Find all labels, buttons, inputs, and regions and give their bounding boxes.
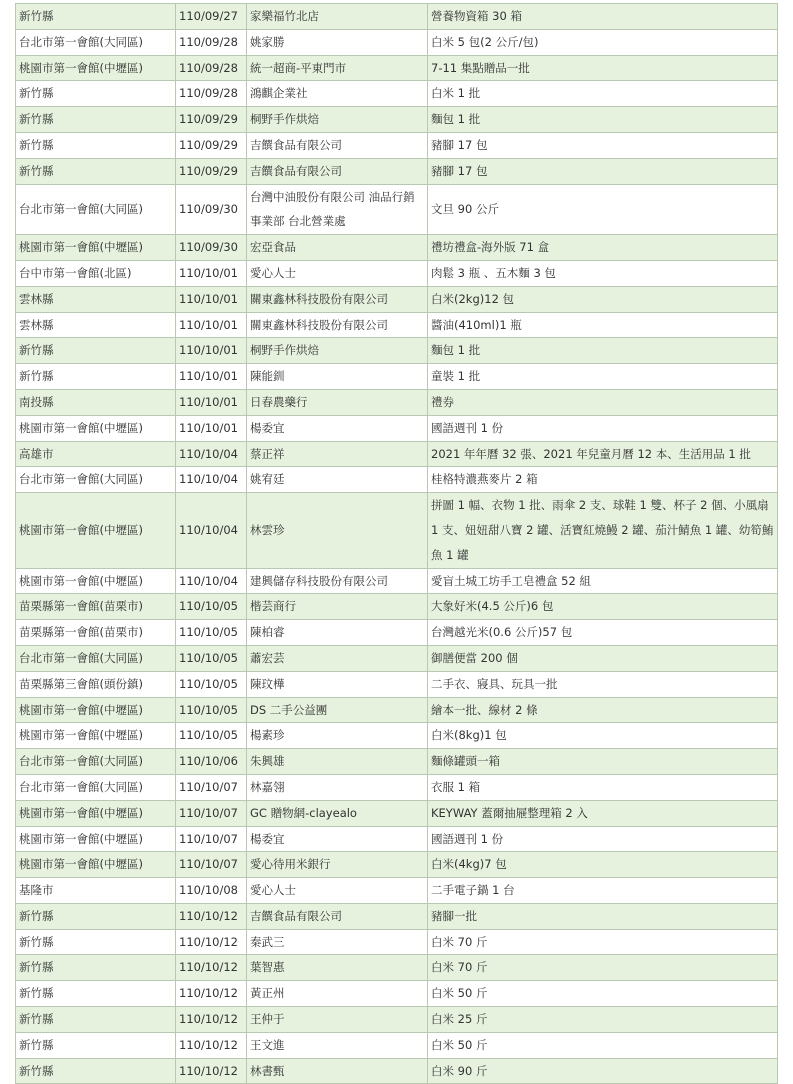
donor-cell: 桐野手作烘焙 — [247, 338, 428, 364]
item-cell: 禮券 — [428, 389, 778, 415]
item-cell: 2021 年年曆 32 張、2021 年兒童月曆 12 本、生活用品 1 批 — [428, 441, 778, 467]
unit-cell: 台中市第一會館(北區) — [16, 260, 176, 286]
date-cell: 110/10/07 — [176, 826, 247, 852]
donation-table-body — [16, 4, 778, 1084]
date-cell: 110/10/01 — [176, 312, 247, 338]
donor-cell: 日春農藥行 — [247, 389, 428, 415]
date-cell: 110/10/07 — [176, 774, 247, 800]
table-row — [16, 620, 778, 646]
unit-cell: 桃園市第一會館(中壢區) — [16, 55, 176, 81]
item-cell: 麵包 1 批 — [428, 107, 778, 133]
donor-cell: 姚家勝 — [247, 29, 428, 55]
table-row — [16, 1007, 778, 1033]
donor-cell: 蔡正祥 — [247, 441, 428, 467]
item-cell: 白米(8kg)1 包 — [428, 723, 778, 749]
donor-cell: 楊委宜 — [247, 415, 428, 441]
table-row — [16, 415, 778, 441]
table-row — [16, 441, 778, 467]
date-cell: 110/10/08 — [176, 878, 247, 904]
table-row — [16, 312, 778, 338]
unit-cell: 新竹縣 — [16, 338, 176, 364]
item-cell: 愛盲土城工坊手工皂禮盒 52 組 — [428, 568, 778, 594]
item-cell: 二手電子鍋 1 台 — [428, 878, 778, 904]
item-cell: 拼圖 1 幅、衣物 1 批、雨傘 2 支、球鞋 1 雙、杯子 2 個、小風扇 1 支、妞妞甜八寶 2 罐、活寶紅燒鰻 2 罐、茄汁鯖魚 1 罐、幼筍鮪魚 1 罐 — [428, 493, 778, 568]
unit-cell: 新竹縣 — [16, 364, 176, 390]
date-cell: 110/10/05 — [176, 620, 247, 646]
donor-cell: 桐野手作烘焙 — [247, 107, 428, 133]
table-row — [16, 467, 778, 493]
unit-cell: 台北市第一會館(大同區) — [16, 645, 176, 671]
unit-cell: 新竹縣 — [16, 929, 176, 955]
unit-cell: 基隆市 — [16, 878, 176, 904]
unit-cell: 新竹縣 — [16, 1032, 176, 1058]
item-cell: 麵包 1 批 — [428, 338, 778, 364]
donor-cell: 王文進 — [247, 1032, 428, 1058]
table-row — [16, 364, 778, 390]
unit-cell: 新竹縣 — [16, 1007, 176, 1033]
donor-cell: 陳柏睿 — [247, 620, 428, 646]
table-row — [16, 107, 778, 133]
date-cell: 110/09/30 — [176, 235, 247, 261]
date-cell: 110/10/01 — [176, 286, 247, 312]
unit-cell: 台北市第一會館(大同區) — [16, 184, 176, 235]
table-row — [16, 981, 778, 1007]
unit-cell: 新竹縣 — [16, 955, 176, 981]
table-row — [16, 903, 778, 929]
unit-cell: 桃園市第一會館(中壢區) — [16, 568, 176, 594]
donor-cell: 台灣中油股份有限公司 油品行銷事業部 台北營業處 — [247, 184, 428, 235]
table-row — [16, 55, 778, 81]
unit-cell: 桃園市第一會館(中壢區) — [16, 723, 176, 749]
unit-cell: 雲林縣 — [16, 312, 176, 338]
item-cell: 白米 70 斤 — [428, 955, 778, 981]
date-cell: 110/10/01 — [176, 389, 247, 415]
unit-cell: 新竹縣 — [16, 4, 176, 30]
donor-cell: 黃正州 — [247, 981, 428, 1007]
date-cell: 110/10/12 — [176, 929, 247, 955]
item-cell: 文旦 90 公斤 — [428, 184, 778, 235]
donor-cell: 蕭宏芸 — [247, 645, 428, 671]
date-cell: 110/10/04 — [176, 467, 247, 493]
date-cell: 110/10/01 — [176, 338, 247, 364]
donor-cell: 葉智惠 — [247, 955, 428, 981]
date-cell: 110/10/12 — [176, 1032, 247, 1058]
unit-cell: 新竹縣 — [16, 81, 176, 107]
donor-cell: 家樂福竹北店 — [247, 4, 428, 30]
table-row — [16, 260, 778, 286]
unit-cell: 桃園市第一會館(中壢區) — [16, 852, 176, 878]
item-cell: 御膳便當 200 個 — [428, 645, 778, 671]
donor-cell: 統一超商-平東門市 — [247, 55, 428, 81]
table-row — [16, 184, 778, 235]
unit-cell: 苗栗縣第一會館(苗栗市) — [16, 594, 176, 620]
item-cell: 白米 50 斤 — [428, 1032, 778, 1058]
unit-cell: 新竹縣 — [16, 158, 176, 184]
donor-cell: 秦武三 — [247, 929, 428, 955]
unit-cell: 台北市第一會館(大同區) — [16, 467, 176, 493]
unit-cell: 新竹縣 — [16, 132, 176, 158]
table-row — [16, 800, 778, 826]
date-cell: 110/09/28 — [176, 81, 247, 107]
unit-cell: 桃園市第一會館(中壢區) — [16, 697, 176, 723]
table-row — [16, 774, 778, 800]
donor-cell: 朱興雄 — [247, 749, 428, 775]
donor-cell: 林雲珍 — [247, 493, 428, 568]
table-row — [16, 594, 778, 620]
donor-cell: 愛心人士 — [247, 878, 428, 904]
date-cell: 110/10/05 — [176, 671, 247, 697]
unit-cell: 新竹縣 — [16, 981, 176, 1007]
item-cell: 衣服 1 箱 — [428, 774, 778, 800]
unit-cell: 新竹縣 — [16, 107, 176, 133]
donor-cell: 林嘉翎 — [247, 774, 428, 800]
table-row — [16, 671, 778, 697]
donor-cell: 吉饌食品有限公司 — [247, 132, 428, 158]
item-cell: 童裝 1 批 — [428, 364, 778, 390]
table-row — [16, 235, 778, 261]
item-cell: 白米(4kg)7 包 — [428, 852, 778, 878]
table-row — [16, 697, 778, 723]
unit-cell: 雲林縣 — [16, 286, 176, 312]
date-cell: 110/10/12 — [176, 1058, 247, 1084]
unit-cell: 南投縣 — [16, 389, 176, 415]
table-row — [16, 81, 778, 107]
donor-cell: 吉饌食品有限公司 — [247, 903, 428, 929]
date-cell: 110/09/30 — [176, 184, 247, 235]
unit-cell: 桃園市第一會館(中壢區) — [16, 493, 176, 568]
unit-cell: 台北市第一會館(大同區) — [16, 29, 176, 55]
unit-cell: 桃園市第一會館(中壢區) — [16, 415, 176, 441]
unit-cell: 桃園市第一會館(中壢區) — [16, 235, 176, 261]
table-row — [16, 826, 778, 852]
date-cell: 110/09/27 — [176, 4, 247, 30]
item-cell: 台灣越光米(0.6 公斤)57 包 — [428, 620, 778, 646]
item-cell: 白米 5 包(2 公斤/包) — [428, 29, 778, 55]
table-row — [16, 645, 778, 671]
donor-cell: 姚宥廷 — [247, 467, 428, 493]
donor-cell: 王仲于 — [247, 1007, 428, 1033]
item-cell: 大象好米(4.5 公斤)6 包 — [428, 594, 778, 620]
donor-cell: 楷芸商行 — [247, 594, 428, 620]
item-cell: 白米 1 批 — [428, 81, 778, 107]
donation-table — [15, 3, 778, 1084]
table-row — [16, 852, 778, 878]
item-cell: 營養物資箱 30 箱 — [428, 4, 778, 30]
table-row — [16, 158, 778, 184]
unit-cell: 台北市第一會館(大同區) — [16, 774, 176, 800]
donor-cell: 關東鑫林科技股份有限公司 — [247, 286, 428, 312]
table-row — [16, 338, 778, 364]
item-cell: 國語週刊 1 份 — [428, 415, 778, 441]
table-row — [16, 1032, 778, 1058]
table-row — [16, 568, 778, 594]
table-row — [16, 955, 778, 981]
table-row — [16, 389, 778, 415]
date-cell: 110/09/28 — [176, 29, 247, 55]
donor-cell: 愛心人士 — [247, 260, 428, 286]
table-row — [16, 749, 778, 775]
date-cell: 110/10/12 — [176, 981, 247, 1007]
unit-cell: 台北市第一會館(大同區) — [16, 749, 176, 775]
date-cell: 110/10/01 — [176, 364, 247, 390]
donor-cell: 愛心待用米銀行 — [247, 852, 428, 878]
unit-cell: 桃園市第一會館(中壢區) — [16, 826, 176, 852]
date-cell: 110/10/04 — [176, 441, 247, 467]
item-cell: 豬腳一批 — [428, 903, 778, 929]
date-cell: 110/10/07 — [176, 852, 247, 878]
donor-cell: 陳能釧 — [247, 364, 428, 390]
donor-cell: 陳玟樺 — [247, 671, 428, 697]
date-cell: 110/10/05 — [176, 594, 247, 620]
item-cell: 肉鬆 3 瓶 、五木麵 3 包 — [428, 260, 778, 286]
item-cell: 醬油(410ml)1 瓶 — [428, 312, 778, 338]
item-cell: 禮坊禮盒-海外版 71 盒 — [428, 235, 778, 261]
date-cell: 110/09/29 — [176, 158, 247, 184]
item-cell: KEYWAY 蓋爾抽屜整理箱 2 入 — [428, 800, 778, 826]
date-cell: 110/09/29 — [176, 132, 247, 158]
table-row — [16, 878, 778, 904]
date-cell: 110/10/04 — [176, 568, 247, 594]
donor-cell: 楊素珍 — [247, 723, 428, 749]
donor-cell: 吉饌食品有限公司 — [247, 158, 428, 184]
date-cell: 110/10/06 — [176, 749, 247, 775]
table-row — [16, 929, 778, 955]
date-cell: 110/10/04 — [176, 493, 247, 568]
donor-cell: 林書甄 — [247, 1058, 428, 1084]
date-cell: 110/10/12 — [176, 1007, 247, 1033]
donor-cell: DS 二手公益團 — [247, 697, 428, 723]
item-cell: 白米 25 斤 — [428, 1007, 778, 1033]
donor-cell: 關東鑫林科技股份有限公司 — [247, 312, 428, 338]
table-row — [16, 132, 778, 158]
date-cell: 110/10/05 — [176, 697, 247, 723]
item-cell: 白米 70 斤 — [428, 929, 778, 955]
unit-cell: 新竹縣 — [16, 1058, 176, 1084]
donor-cell: 建興儲存科技股份有限公司 — [247, 568, 428, 594]
date-cell: 110/10/12 — [176, 903, 247, 929]
date-cell: 110/10/01 — [176, 415, 247, 441]
donor-cell: 鴻麒企業社 — [247, 81, 428, 107]
unit-cell: 桃園市第一會館(中壢區) — [16, 800, 176, 826]
item-cell: 繪本一批、線材 2 條 — [428, 697, 778, 723]
item-cell: 豬腳 17 包 — [428, 132, 778, 158]
donor-cell: GC 贈物網-clayealo — [247, 800, 428, 826]
date-cell: 110/10/05 — [176, 645, 247, 671]
date-cell: 110/10/12 — [176, 955, 247, 981]
date-cell: 110/10/07 — [176, 800, 247, 826]
item-cell: 白米 50 斤 — [428, 981, 778, 1007]
date-cell: 110/10/01 — [176, 260, 247, 286]
item-cell: 二手衣、寢具、玩具一批 — [428, 671, 778, 697]
table-row — [16, 4, 778, 30]
item-cell: 桂格特濃燕麥片 2 箱 — [428, 467, 778, 493]
donor-cell: 宏亞食品 — [247, 235, 428, 261]
item-cell: 7-11 集點贈品一批 — [428, 55, 778, 81]
table-row — [16, 286, 778, 312]
unit-cell: 高雄市 — [16, 441, 176, 467]
unit-cell: 苗栗縣第三會館(頭份鎮) — [16, 671, 176, 697]
date-cell: 110/09/29 — [176, 107, 247, 133]
item-cell: 白米(2kg)12 包 — [428, 286, 778, 312]
item-cell: 白米 90 斤 — [428, 1058, 778, 1084]
table-row — [16, 493, 778, 568]
unit-cell: 新竹縣 — [16, 903, 176, 929]
item-cell: 豬腳 17 包 — [428, 158, 778, 184]
date-cell: 110/09/28 — [176, 55, 247, 81]
unit-cell: 苗栗縣第一會館(苗栗市) — [16, 620, 176, 646]
item-cell: 國語週刊 1 份 — [428, 826, 778, 852]
date-cell: 110/10/05 — [176, 723, 247, 749]
item-cell: 麵條罐頭一箱 — [428, 749, 778, 775]
table-row — [16, 29, 778, 55]
table-row — [16, 723, 778, 749]
table-row — [16, 1058, 778, 1084]
donor-cell: 楊委宜 — [247, 826, 428, 852]
